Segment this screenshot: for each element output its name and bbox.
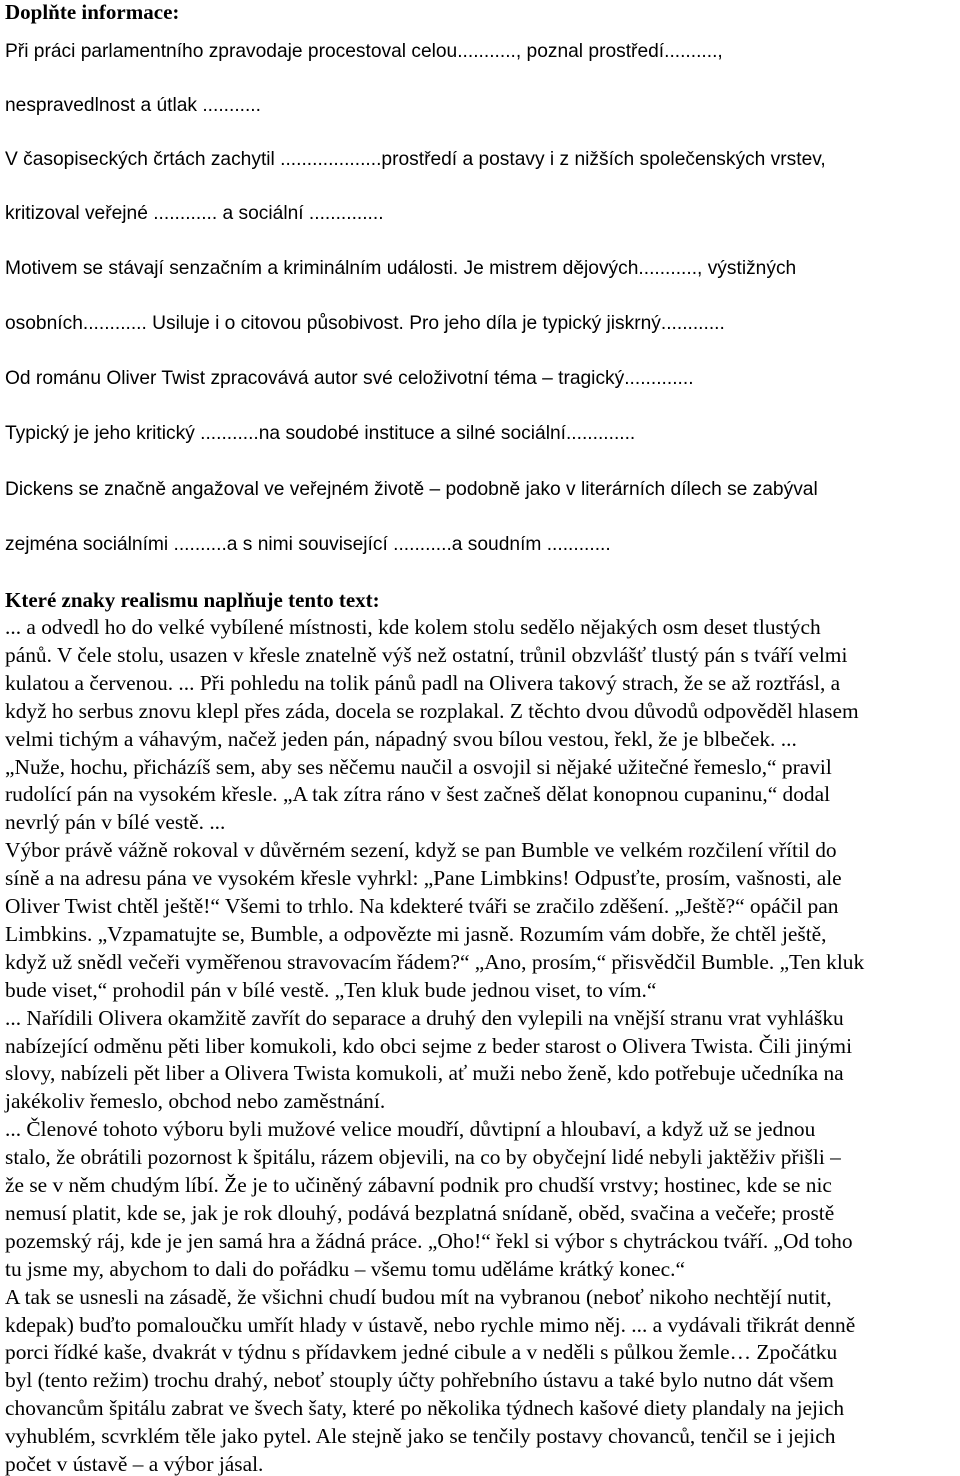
fill-in-line: Od románu Oliver Twist zpracovává autor své celoživotní téma – tragický.............	[5, 368, 694, 389]
excerpt-line: kdepak) buďto pomaloučku umřít hlady v ústavě, nebo rychle mimo něj. ... a vydávali třikrát denně	[5, 1312, 856, 1337]
excerpt-line: Oliver Twist chtěl ještě!“ Všemi to trhlo. Na kdekteré tváři se zračilo zděšení. „Ještě?“ opáčil pan	[5, 894, 839, 918]
excerpt-line: ... Členové tohoto výboru byli mužové velice moudří, důvtipní a hloubaví, a když už se jednou	[5, 1117, 816, 1142]
fill-in-line: zejména sociálními ..........a s nimi související ...........a soudním ............	[5, 534, 611, 555]
fill-in-line: Typický je jeho kritický ...........na soudobé instituce a silné sociální.............	[5, 423, 636, 444]
excerpt-line: jakékoliv řemeslo, obchod nebo zaměstnání.	[5, 1089, 386, 1114]
fill-in-line: nespravedlnost a útlak ...........	[5, 95, 261, 116]
excerpt-line: ... Nařídili Olivera okamžitě zavřít do separace a druhý den vylepili na vnější stranu vrat vyhlášku	[5, 1005, 844, 1030]
excerpt-line: slovy, nabízeli pět liber a Olivera Twista komukoli, ať muži nebo ženě, kdo potřebuje učedníka na	[5, 1061, 844, 1086]
excerpt-line: Výbor právě vážně rokoval v důvěrném sezení, když se pan Bumble ve velkém rozčilení vřítil do	[5, 838, 837, 863]
fill-in-line: V časopiseckých črtách zachytil ...................prostředí a postavy i z nižších společenských vrstev,	[5, 149, 826, 170]
excerpt-line: porci řídké kaše, dvakrát v týdnu s přídavkem jedné cibule a v neděli s půlkou žemle… Zpočátku	[5, 1340, 838, 1365]
excerpt-line: chovancům špitálu zabrat ve švech šaty, které po několika týdnech kašové diety plandaly na jejich	[5, 1396, 845, 1421]
section-heading-realism: Které znaky realismu naplňuje tento text:	[5, 588, 380, 612]
excerpt-line: bude viset,“ prohodil pán v bílé vestě. „Ten kluk bude jednou viset, to vím.“	[5, 977, 657, 1002]
fill-in-line: Motivem se stávají senzačním a kriminálním události. Je mistrem dějových..........., výstižných	[5, 258, 797, 279]
fill-in-line: kritizoval veřejné ............ a sociální ..............	[5, 203, 384, 224]
excerpt-line: velmi tichým a váhavým, načež jeden pán, nápadný svou bílou vestou, řekl, že je blbeček. ...	[5, 726, 797, 751]
excerpt-line: stalo, že obrátili pozornost k špitálu, rázem objevili, na co by obyčejní lidé nebyli jaktěživ přišli –	[5, 1145, 841, 1170]
fill-in-line: osobních............ Usiluje i o citovou působivost. Pro jeho díla je typický jiskrný............	[5, 313, 725, 334]
excerpt-line: rudolící pán na vysokém křesle. „A tak zítra ráno v šest začneš dělat konopnou cupaninu,“ dodal	[5, 782, 831, 807]
fill-in-line: Při práci parlamentního zpravodaje procestoval celou..........., poznal prostředí..........,	[5, 41, 723, 62]
excerpt-line: počet v ústavě – a výbor jásal.	[5, 1452, 264, 1476]
excerpt-line: nevrlý pán v bílé vestě. ...	[5, 810, 226, 835]
excerpt-line: tu jsme my, abychom to dali do pořádku – všemu tomu uděláme krátký konec.“	[5, 1256, 685, 1281]
excerpt-line: pánů. V čele stolu, usazen v křesle znatelně výš než ostatní, trůnil obzvlášť tlustý pán s tváří velmi	[5, 642, 848, 667]
excerpt-line: že se v něm chudým líbí. Že je to učiněný zábavní podnik pro chudší vrstvy; hostinec, kde se nic	[5, 1173, 832, 1197]
excerpt-line: A tak se usnesli na zásadě, že všichni chudí budou mít na vybranou (neboť nikoho nechtějí nutit,	[5, 1284, 832, 1309]
excerpt-line: síně a na adresu pána ve vysokém křesle vyhrkl: „Pane Limbkins! Odpusťte, prosím, vašnosti, ale	[5, 866, 842, 891]
excerpt-line: když už snědl večeři vyměřenou stravovacím řádem?“ „Ano, prosím,“ přisvědčil Bumble. „Ten kluk	[5, 949, 865, 974]
excerpt-line: kulatou a červenou. ... Při pohledu na tolik pánů padl na Olivera takový strach, že se až roztřásl, a	[5, 670, 841, 695]
excerpt-line: byl (tento režim) trochu drahý, neboť stouply účty pohřebního ústavu a také bylo nutno dát všem	[5, 1368, 834, 1393]
excerpt-line: Limbkins. „Vzpamatujte se, Bumble, a odpovězte mi jasně. Rozumím vám dobře, že chtěl ještě,	[5, 921, 827, 946]
excerpt-line: vyhublém, scvrklém těle jako pytel. Ale stejně jako se tenčily postavy chovanců, tenčil se i jejich	[5, 1424, 836, 1449]
fill-in-line: Dickens se značně angažoval ve veřejném životě – podobně jako v literárních dílech se zabýval	[5, 479, 818, 500]
excerpt-line: když ho serbus znovu klepl přes záda, docela se rozplakal. Z těchto dvou důvodů odpověděl hlasem	[5, 698, 859, 723]
excerpt-line: pozemský ráj, kde je jen samá hra a žádná práce. „Oho!“ řekl si výbor s chytráckou tváří. „Od toho	[5, 1228, 853, 1253]
excerpt-line: „Nuže, hochu, přicházíš sem, aby ses něčemu naučil a osvojil si nějaké užitečné řemeslo,“ pravil	[5, 754, 832, 779]
excerpt-line: nemusí platit, kde se, jak je rok dlouhý, podává bezplatná snídaně, oběd, svačina a večeře; prostě	[5, 1200, 835, 1225]
section-heading-fill-in: Doplňte informace:	[5, 0, 180, 24]
excerpt-line: nabízející odměnu pěti liber komukoli, kdo obci sejme z beder starost o Olivera Twista. Čili jinými	[5, 1033, 853, 1058]
excerpt-line: ... a odvedl ho do velké vybílené místnosti, kde kolem stolu sedělo nějakých osm deset tlustých	[5, 615, 821, 639]
